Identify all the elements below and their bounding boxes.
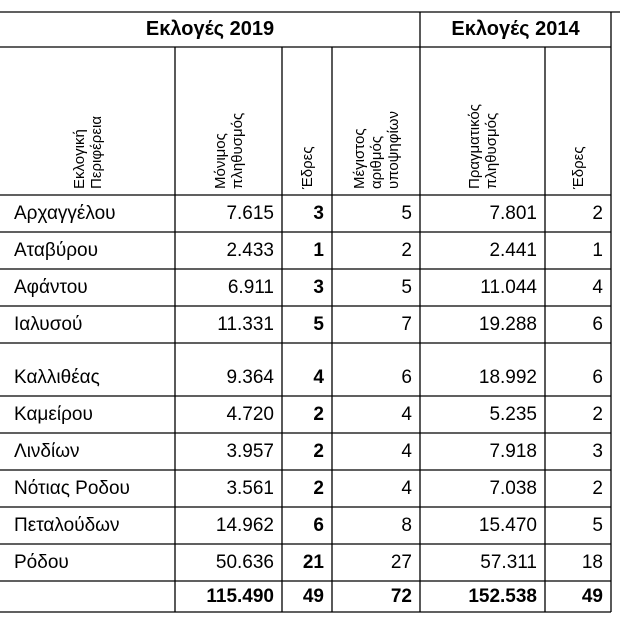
table-cell-pop2014: 15.470 [478, 515, 537, 536]
table-cell-seats2019: 5 [313, 314, 324, 335]
table-cell-pop2014: 18.992 [478, 367, 537, 388]
region-name: Καμείρου [14, 404, 93, 425]
table-cell-maxcand: 5 [401, 203, 412, 224]
table-cell-maxcand: 4 [401, 441, 412, 462]
table-cell-seats2014: 2 [592, 478, 603, 499]
table-cell-seats2019: 2 [313, 404, 324, 425]
table-cell-seats2019: 6 [313, 515, 324, 536]
table-cell-pop2014: 7.918 [489, 441, 537, 462]
table-cell-pop2019: 6.911 [227, 277, 274, 298]
region-name: Ρόδου [14, 552, 69, 573]
region-name: Αταβύρου [14, 240, 98, 261]
table-cell-pop2019: 4.720 [226, 404, 274, 425]
table-cell-seats2014: 1 [592, 240, 603, 261]
column-header-seats2014: Έδρες [569, 146, 587, 189]
total-seats2019: 49 [302, 586, 324, 607]
table-cell-maxcand: 5 [401, 277, 412, 298]
table-cell-pop2019: 11.331 [217, 314, 274, 335]
total-pop2014: 152.538 [468, 586, 537, 607]
table-cell-seats2014: 6 [592, 367, 603, 388]
region-name: Πεταλούδων [14, 515, 120, 536]
table-cell-maxcand: 2 [401, 240, 412, 261]
table-cell-pop2019: 9.364 [226, 367, 274, 388]
column-header-seats2019: Έδρες [298, 146, 316, 189]
table-cell-seats2019: 3 [313, 203, 324, 224]
region-name: Νότιας Ροδου [14, 478, 130, 499]
region-name: Ιαλυσού [14, 314, 83, 335]
region-name: Λινδίων [14, 441, 80, 462]
table-cell-pop2019: 7.615 [226, 203, 274, 224]
group-title-2019: Εκλογές 2019 [145, 18, 275, 40]
table-cell-pop2014: 7.801 [489, 203, 537, 224]
table-cell-seats2014: 5 [592, 515, 603, 536]
total-maxcand: 72 [390, 586, 412, 607]
table-cell-pop2014: 11.044 [480, 277, 537, 298]
table-cell-seats2014: 2 [592, 203, 603, 224]
column-header-region: Εκλογική Περιφέρεια [70, 115, 105, 189]
table-cell-pop2019: 3.561 [226, 478, 274, 499]
table-cell-pop2014: 5.235 [489, 404, 537, 425]
table-cell-pop2019: 2.433 [226, 240, 274, 261]
table-cell-seats2019: 21 [302, 552, 324, 573]
region-name: Καλλιθέας [14, 367, 100, 388]
table-cell-maxcand: 7 [401, 314, 412, 335]
region-name: Αρχαγγέλου [14, 203, 116, 224]
table-cell-maxcand: 4 [401, 404, 412, 425]
table-cell-seats2019: 2 [313, 478, 324, 499]
group-title-2014: Εκλογές 2014 [451, 18, 580, 40]
column-header-maxcand: Μέγιστος αριθμός υποψηφίων [350, 111, 402, 189]
column-header-pop2014: Πραγματικός πληθυσμός [465, 104, 500, 189]
table-cell-maxcand: 6 [401, 367, 412, 388]
table-cell-maxcand: 4 [401, 478, 412, 499]
table-cell-pop2014: 2.441 [489, 240, 537, 261]
table-cell-seats2014: 2 [592, 404, 603, 425]
table-cell-seats2019: 2 [313, 441, 324, 462]
region-name: Αφάντου [14, 277, 88, 298]
table-cell-seats2019: 1 [313, 240, 324, 261]
table-cell-pop2019: 14.962 [215, 515, 274, 536]
total-seats2014: 49 [581, 586, 603, 607]
table-cell-seats2014: 18 [581, 552, 603, 573]
table-cell-pop2019: 3.957 [226, 441, 274, 462]
column-header-pop2019: Μόνιμος πληθυσμός [211, 112, 246, 189]
table-cell-pop2014: 57.311 [480, 552, 537, 573]
table-cell-seats2019: 3 [313, 277, 324, 298]
table-cell-seats2014: 6 [592, 314, 603, 335]
total-pop2019: 115.490 [206, 586, 274, 607]
table-cell-pop2019: 50.636 [215, 552, 274, 573]
table-cell-maxcand: 8 [401, 515, 412, 536]
table-cell-pop2014: 7.038 [489, 478, 537, 499]
table-cell-seats2014: 4 [592, 277, 603, 298]
table-cell-seats2019: 4 [313, 367, 324, 388]
table-cell-maxcand: 27 [390, 552, 412, 573]
table-cell-seats2014: 3 [592, 441, 603, 462]
table-cell-pop2014: 19.288 [478, 314, 537, 335]
